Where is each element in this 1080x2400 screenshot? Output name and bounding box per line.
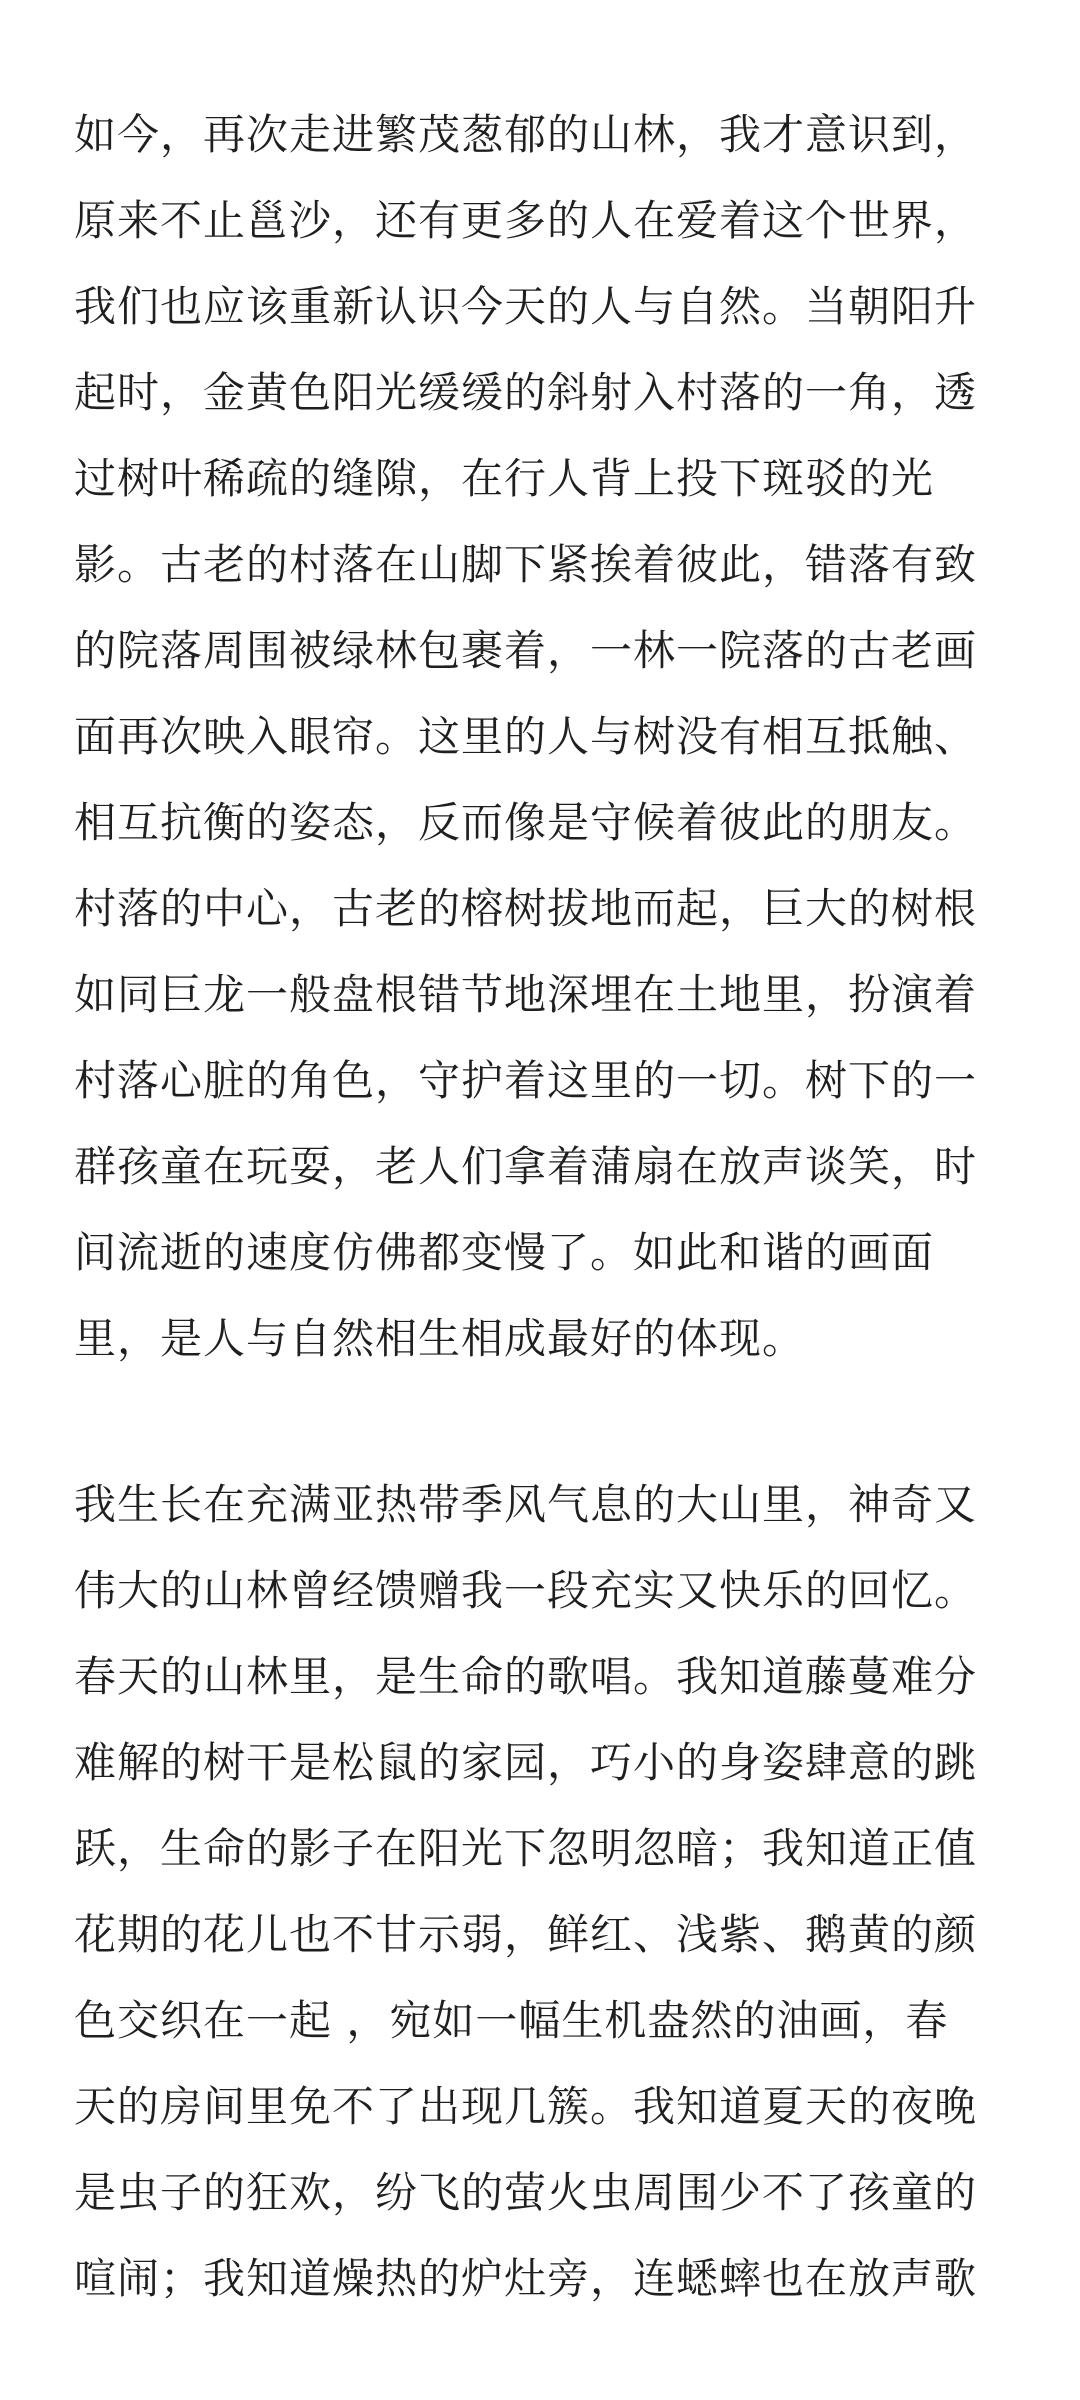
text-line: 如今，再次走进繁茂葱郁的山林，我才意识到， [74,110,978,159]
text-line: 起时，金黄色阳光缓缓的斜射入村落的一角，透 [74,368,978,417]
text-line: 花期的花儿也不甘示弱，鲜红、浅紫、鹅黄的颜 [74,1910,978,1959]
text-line: 春天的山林里，是生命的歌唱。我知道藤蔓难分 [74,1652,978,1701]
text-line: 是虫子的狂欢，纷飞的萤火虫周围少不了孩童的 [74,2168,978,2217]
text-line: 天的房间里免不了出现几簇。我知道夏天的夜晚 [74,2082,978,2131]
text-line: 相互抗衡的姿态，反而像是守候着彼此的朋友。 [74,798,978,847]
text-line: 我生长在充满亚热带季风气息的大山里，神奇又 [74,1480,978,1529]
text-line: 过树叶稀疏的缝隙，在行人背上投下斑驳的光 [74,454,935,503]
text-line: 影。古老的村落在山脚下紧挨着彼此，错落有致 [74,540,978,589]
text-line: 伟大的山林曾经馈赠我一段充实又快乐的回忆。 [74,1566,978,1615]
paragraph-mountain-memories [74,1462,1014,2322]
text-line: 如同巨龙一般盘根错节地深埋在土地里，扮演着 [74,970,978,1019]
text-line: 里，是人与自然相生相成最好的体现。 [74,1314,806,1363]
text-line: 跃，生命的影子在阳光下忽明忽暗；我知道正值 [74,1824,978,1873]
text-line: 我们也应该重新认识今天的人与自然。当朝阳升 [74,282,978,331]
text-line: 色交织在一起 ，宛如一幅生机盎然的油画，春 [74,1996,949,2045]
text-line: 群孩童在玩耍，老人们拿着蒲扇在放声谈笑，时 [74,1142,978,1191]
text-line: 的院落周围被绿林包裹着，一林一院落的古老画 [74,626,978,675]
text-line: 间流逝的速度仿佛都变慢了。如此和谐的画面 [74,1228,935,1277]
paragraph-village-nature [74,92,1014,1382]
text-line: 面再次映入眼帘。这里的人与树没有相互抵触、 [74,712,978,761]
text-line: 喧闹；我知道燥热的炉灶旁，连蟋蟀也在放声歌 [74,2254,978,2303]
text-line: 原来不止邕沙，还有更多的人在爱着这个世界， [74,196,978,245]
text-line: 难解的树干是松鼠的家园，巧小的身姿肆意的跳 [74,1738,978,1787]
text-line: 村落心脏的角色，守护着这里的一切。树下的一 [74,1056,978,1105]
text-line: 村落的中心，古老的榕树拔地而起，巨大的树根 [74,884,978,933]
